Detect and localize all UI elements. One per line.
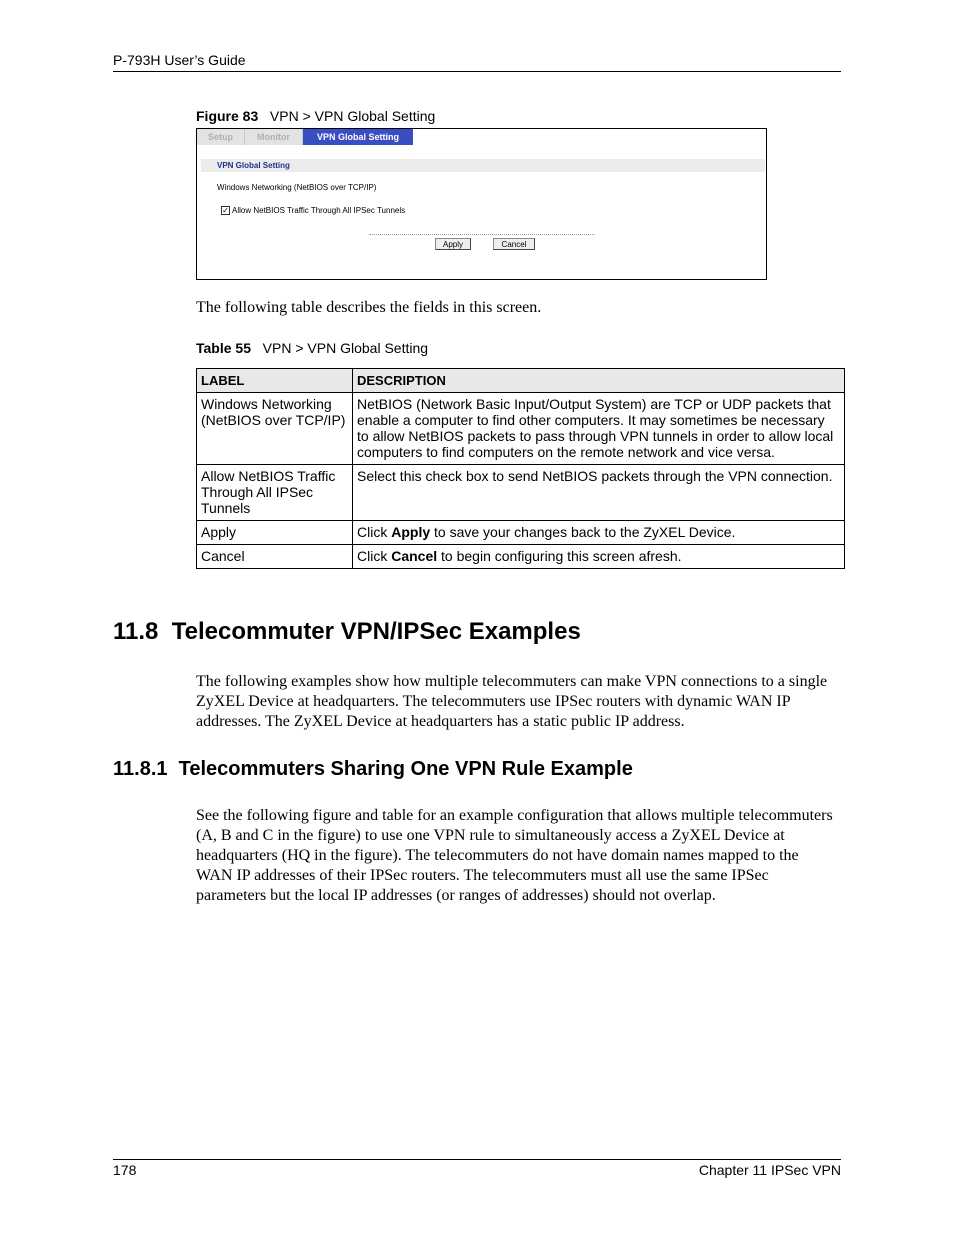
desc-bold: Apply [391, 524, 431, 540]
table-caption-text: VPN > VPN Global Setting [262, 340, 429, 356]
chapter-footer: Chapter 11 IPSec VPN [698, 1162, 841, 1178]
dotted-divider [369, 234, 595, 235]
row-description: Select this check box to send NetBIOS packets through the VPN connection. [353, 465, 845, 521]
row-description: NetBIOS (Network Basic Input/Output System) are TCP or UDP packets that enable a computer to find other computers. It may sometimes be necessary to allow NetBIOS packets to pass through VPN tunnels in order to allow local computers to find computers on the remote network and vice versa. [353, 393, 845, 465]
tab-vpn-global-setting[interactable]: VPN Global Setting [303, 129, 413, 145]
desc-text: to begin configuring this screen afresh. [437, 548, 682, 564]
tab-setup[interactable]: Setup [197, 129, 245, 145]
intro-paragraph: The following table describes the fields in this screen. [196, 299, 542, 316]
header-label: LABEL [197, 369, 353, 393]
figure-label: Figure 83 [196, 108, 259, 124]
field-description-table [196, 368, 845, 569]
figure-caption-text: VPN > VPN Global Setting [269, 108, 436, 124]
table-caption [196, 340, 428, 356]
running-header: P-793H User’s Guide [113, 52, 246, 68]
section-paragraph: The following examples show how multiple telecommuters can make VPN connections to a single ZyXEL Device at headquarters. The telecommuters use IPSec routers with dynamic WAN IP addresses. The ZyXEL Device at headquarters has a static public IP address. [196, 673, 828, 730]
page-number: 178 [113, 1162, 137, 1178]
table-row [197, 521, 845, 545]
figure-caption [196, 108, 435, 124]
subsection-paragraph: See the following figure and table for an example configuration that allows multiple telecommuters (A, B and C in the figure) to use one VPN rule to simultaneously access a ZyXEL Device at headquarters (HQ in the figure). The telecommuters do not have domain names mapped to the WAN IP addresses of their IPSec routers. The telecommuters must all use the same IPSec parameters but the local IP addresses (or ranges of addresses) should not overlap. [196, 807, 833, 904]
table-row [197, 393, 845, 465]
desc-bold: Cancel [391, 548, 438, 564]
row-label: Cancel [197, 545, 353, 569]
row-label: Allow NetBIOS Traffic Through All IPSec Tunnels [197, 465, 353, 521]
screen-section-title: VPN Global Setting [217, 161, 290, 170]
row-label: Windows Networking (NetBIOS over TCP/IP) [197, 393, 353, 465]
tab-bar [197, 129, 766, 146]
allow-netbios-checkbox[interactable]: ✓ [222, 206, 229, 215]
row-description [353, 545, 845, 569]
row-label: Apply [197, 521, 353, 545]
table-label: Table 55 [196, 340, 251, 356]
apply-button[interactable]: Apply [435, 238, 471, 250]
table-row [197, 465, 845, 521]
windows-networking-label: Windows Networking (NetBIOS over TCP/IP) [217, 183, 377, 192]
subsection-heading: 11.8.1 Telecommuters Sharing One VPN Rule Example [113, 758, 633, 780]
vpn-global-setting-screenshot [196, 128, 767, 280]
table-row [197, 545, 845, 569]
footer-rule [113, 1159, 841, 1160]
allow-netbios-label: Allow NetBIOS Traffic Through All IPSec Tunnels [232, 206, 406, 215]
section-heading: 11.8 Telecommuter VPN/IPSec Examples [113, 618, 581, 645]
desc-text: Click [357, 548, 392, 564]
header-description: DESCRIPTION [353, 369, 845, 393]
desc-text: Click [357, 524, 392, 540]
cancel-button[interactable]: Cancel [493, 238, 535, 250]
tab-monitor[interactable]: Monitor [245, 129, 303, 145]
desc-text: to save your changes back to the ZyXEL Device. [430, 524, 736, 540]
row-description [353, 521, 845, 545]
header-rule [113, 71, 841, 72]
table-header-row [197, 369, 845, 393]
